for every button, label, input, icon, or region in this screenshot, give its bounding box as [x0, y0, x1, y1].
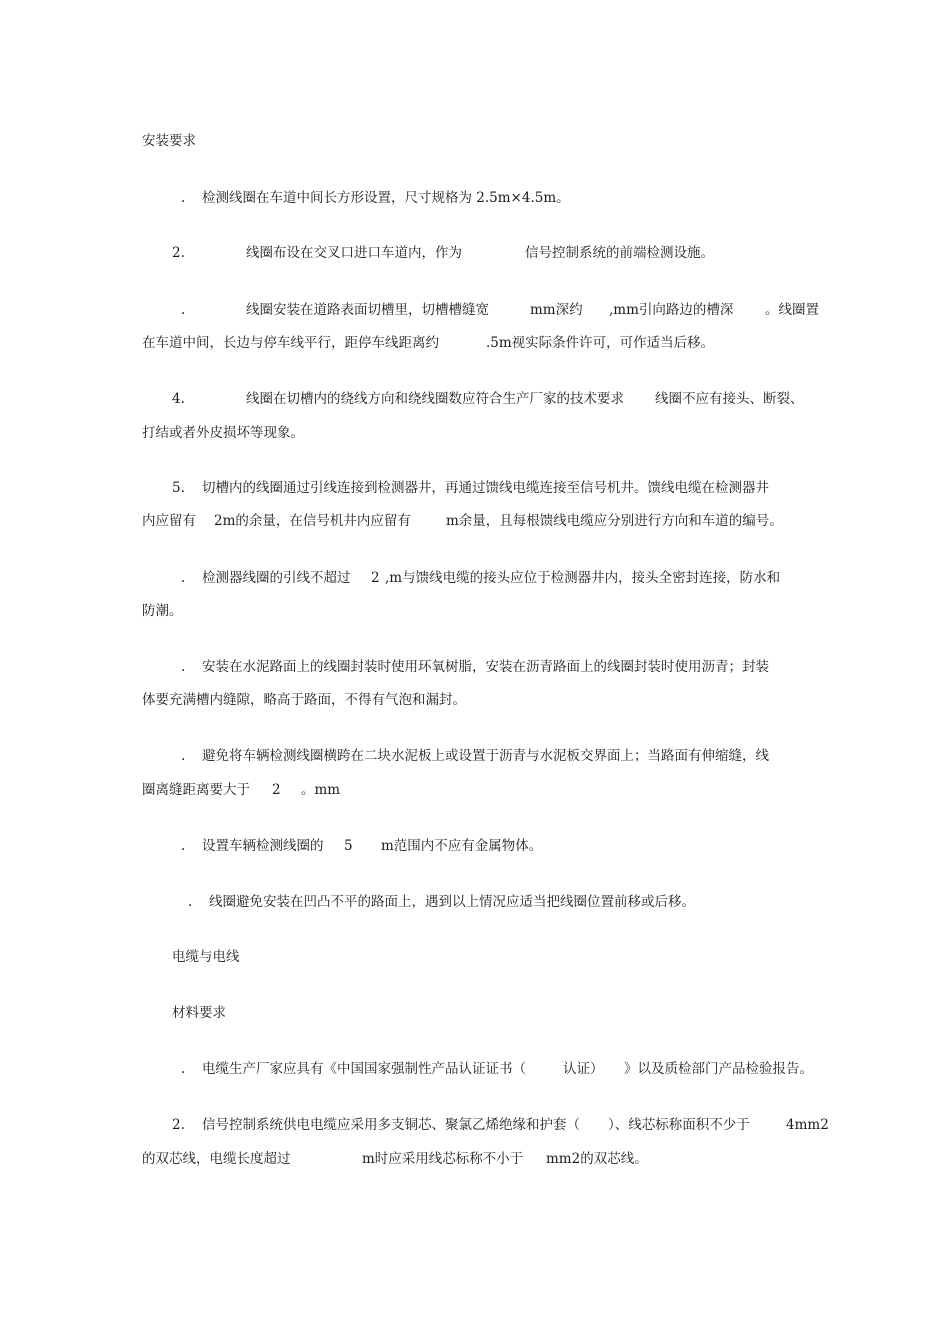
item-text: 内应留有 [142, 513, 196, 529]
item-text: mm2的双芯线。 [546, 1151, 648, 1167]
item-text: 2 [371, 570, 380, 586]
item-text: 线圈安装在道路表面切槽里，切槽槽缝宽 [246, 302, 489, 318]
item-text: m时应采用线芯标称不小于 [362, 1151, 524, 1167]
item-text: 电缆生产厂家应具有《中国国家强制性产品认证证书（ [202, 1061, 526, 1077]
item-text: m范围内不应有金属物体。 [381, 838, 543, 854]
item-text: 安装在水泥路面上的线圈封装时使用环氧树脂，安装在沥青路面上的线圈封装时使用沥青；封装 [202, 659, 769, 675]
item-number: . [181, 190, 186, 206]
item-text: 5 [344, 838, 353, 854]
item-text: 2m的余量，在信号机井内应留有 [214, 513, 411, 529]
item-text: 信号控制系统供电电缆应采用多支铜芯、聚氯乙烯绝缘和护套（ [202, 1117, 580, 1133]
item-text: 圈离缝距离要大于 [142, 782, 250, 798]
section-heading-install: 安装要求 [142, 133, 196, 149]
item-number: . [181, 748, 186, 764]
section-heading-cable: 电缆与电线 [172, 949, 240, 965]
item-text: 避免将车辆检测线圈横跨在二块水泥板上或设置于沥青与水泥板交界面上；当路面有伸缩缝，线 [202, 748, 769, 764]
item-text: 4mm2 [786, 1117, 829, 1133]
item-number: 4. [172, 391, 185, 407]
item-text: 检测器线圈的引线不超过 [202, 570, 351, 586]
item-text: 认证） [563, 1061, 604, 1077]
item-text: 线圈不应有接头、断裂、 [655, 391, 804, 407]
item-number: . [181, 302, 186, 318]
item-number: . [181, 838, 186, 854]
item-text: 。mm [301, 782, 341, 798]
item-text: 线圈布设在交叉口进口车道内，作为 [246, 245, 462, 261]
item-text: 2 [272, 782, 281, 798]
item-text: 》以及质检部门产品检验报告。 [624, 1061, 813, 1077]
item-text: 切槽内的线圈通过引线连接到检测器井，再通过馈线电缆连接至信号机井。馈线电缆在检测器井 [202, 480, 769, 496]
item-number: . [188, 894, 193, 910]
item-text: 。线圈置 [765, 302, 819, 318]
item-text: 在车道中间，长边与停车线平行，距停车线距离约 [142, 335, 439, 351]
item-number: . [181, 570, 186, 586]
item-text: mm深约 [530, 302, 583, 318]
item-text: ）、线芯标称面积不少于 [608, 1117, 750, 1133]
item-text: ,m与馈线电缆的接头应位于检测器井内，接头全密封连接，防水和 [385, 570, 781, 586]
item-text: 防潮。 [142, 603, 183, 619]
item-number: 2. [172, 245, 185, 261]
item-text: 信号控制系统的前端检测设施。 [525, 245, 714, 261]
item-text: 检测线圈在车道中间长方形设置，尺寸规格为 2.5m×4.5m。 [202, 190, 570, 206]
section-heading-material: 材料要求 [172, 1005, 226, 1021]
item-text: 设置车辆检测线圈的 [202, 838, 324, 854]
item-number: . [181, 659, 186, 675]
item-number: 2. [172, 1117, 185, 1133]
item-text: 打结或者外皮损坏等现象。 [142, 425, 304, 441]
item-text: 线圈避免安装在凹凸不平的路面上，遇到以上情况应适当把线圈位置前移或后移。 [209, 894, 695, 910]
item-text: ,mm引向路边的槽深 [609, 302, 734, 318]
item-text: 的双芯线，电缆长度超过 [142, 1151, 291, 1167]
item-number: 5. [172, 480, 185, 496]
item-number: . [181, 1061, 186, 1077]
item-text: .5m视实际条件许可，可作适当后移。 [486, 335, 715, 351]
item-text: m余量，且每根馈线电缆应分别进行方向和车道的编号。 [446, 513, 783, 529]
item-text: 体要充满槽内缝隙，略高于路面，不得有气泡和漏封。 [142, 692, 466, 708]
item-text: 线圈在切槽内的绕线方向和绕线圈数应符合生产厂家的技术要求 [246, 391, 624, 407]
